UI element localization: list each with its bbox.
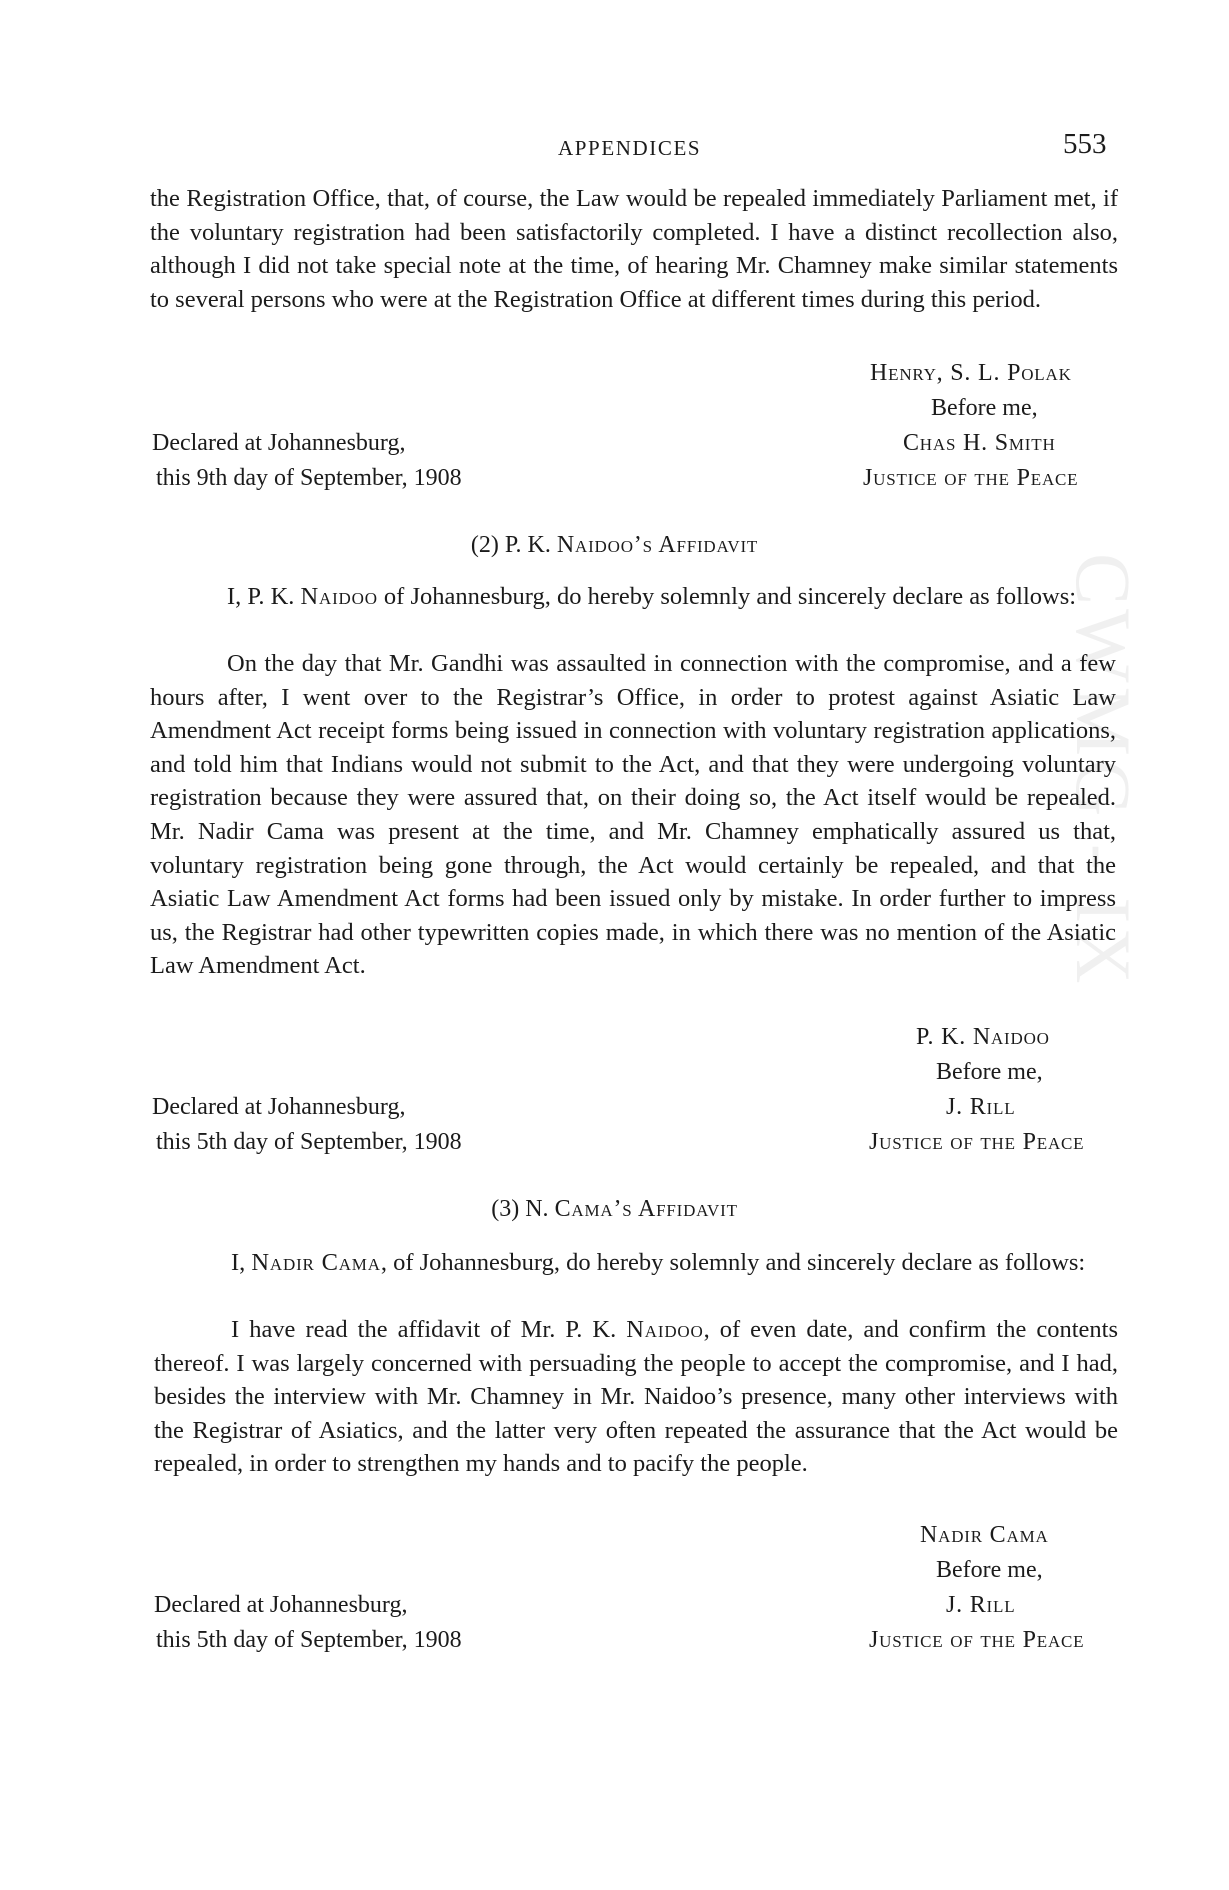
naidoo-heading-number: (2) P. K. (470, 532, 551, 558)
cama-affidavit-body (154, 1313, 1118, 1481)
naidoo-justice-title: Justice of the Peace (869, 1129, 1085, 1155)
page-number: 553 (1063, 128, 1107, 160)
cama-heading-name: Cama’s Affidavit (554, 1196, 738, 1222)
naidoo-declared-at: Declared at Johannesburg, (152, 1094, 406, 1120)
cama-justice-title: Justice of the Peace (869, 1627, 1085, 1653)
opening-paragraph: the Registration Office, that, of course, the Law would be repealed immediately Parliament met, if the voluntary registration had been satisfactorily completed. I have a distinct recollection also, although I did not take special note at the time, of hearing Mr. Chamney make similar statements to several persons who were at the Registration Office at different times during this period. (150, 185, 1118, 313)
naidoo-justice-name: J. Rill (946, 1094, 1016, 1120)
cama-signature: Nadir Cama (920, 1522, 1049, 1548)
cama-affidavit-heading (0, 1196, 1229, 1223)
naidoo-declaration-date: this 5th day of September, 1908 (156, 1129, 462, 1155)
cama-justice-name: J. Rill (946, 1592, 1016, 1618)
cama-intro (154, 1246, 1118, 1280)
naidoo-intro-name: Naidoo (300, 583, 378, 610)
naidoo-signature: P. K. Naidoo (916, 1024, 1050, 1050)
polak-signature: Henry, S. L. Polak (870, 360, 1072, 386)
cama-body-rest: , of even date, and confirm the contents thereof. I was largely concerned with persuading the people to accept the compromise, and I had, besides the interview with Mr. Chamney in Mr. Naidoo’s presence, many other interviews with the Registrar of Asiatics, and the latter very often repeated the assurance that the Act would be repealed, in order to strengthen my hands and to pacify the people. (154, 1316, 1118, 1478)
naidoo-intro (150, 580, 1116, 614)
cama-heading-number: (3) N. (491, 1196, 549, 1222)
cama-body-name: Naidoo (626, 1316, 704, 1343)
naidoo-heading-name: Naidoo’s Affidavit (556, 532, 759, 558)
cama-intro-rest: , of Johannesburg, do hereby solemnly and sincerely declare as follows: (380, 1249, 1086, 1276)
polak-before-me: Before me, (931, 395, 1038, 421)
polak-justice-name: Chas H. Smith (903, 430, 1056, 456)
cama-declared-at: Declared at Johannesburg, (154, 1592, 408, 1618)
naidoo-before-me: Before me, (936, 1059, 1043, 1085)
cama-declaration-date: this 5th day of September, 1908 (156, 1627, 462, 1653)
naidoo-affidavit-heading (0, 532, 1229, 559)
polak-declaration-date: this 9th day of September, 1908 (156, 465, 462, 491)
polak-declared-at: Declared at Johannesburg, (152, 430, 406, 456)
running-head: APPENDICES (558, 136, 702, 160)
cama-intro-start: I, (231, 1249, 246, 1276)
naidoo-intro-start: I, P. K. (227, 583, 295, 610)
cama-body-start: I have read the affidavit of Mr. P. K. (231, 1316, 617, 1343)
naidoo-intro-rest: of Johannesburg, do hereby solemnly and sincerely declare as follows: (383, 583, 1077, 610)
polak-justice-title: Justice of the Peace (863, 465, 1079, 491)
cama-intro-name: Nadir Cama (251, 1249, 381, 1276)
cama-before-me: Before me, (936, 1557, 1043, 1583)
naidoo-affidavit-body: On the day that Mr. Gandhi was assaulted in connection with the compromise, and a few hours after, I went over to the Registrar’s Office, in order to protest against Asiatic Law Amendment Act receipt forms being issued in connection with voluntary registration applications, and told him that Indians would not submit to the Act, and that they were undergoing voluntary registration because they were assured that, on their doing so, the Act itself would be repealed. Mr. Nadir Cama was present at the time, and Mr. Chamney emphatically assured us that, voluntary registration being gone through, the Act would certainly be repealed, and that the Asiatic Law Amendment Act forms had been issued only by mistake. In order further to impress us, the Registrar had other typewritten copies made, in which there was no mention of the Asiatic Law Amendment Act. (150, 650, 1116, 980)
watermark: CWMG - IX (1060, 553, 1147, 988)
